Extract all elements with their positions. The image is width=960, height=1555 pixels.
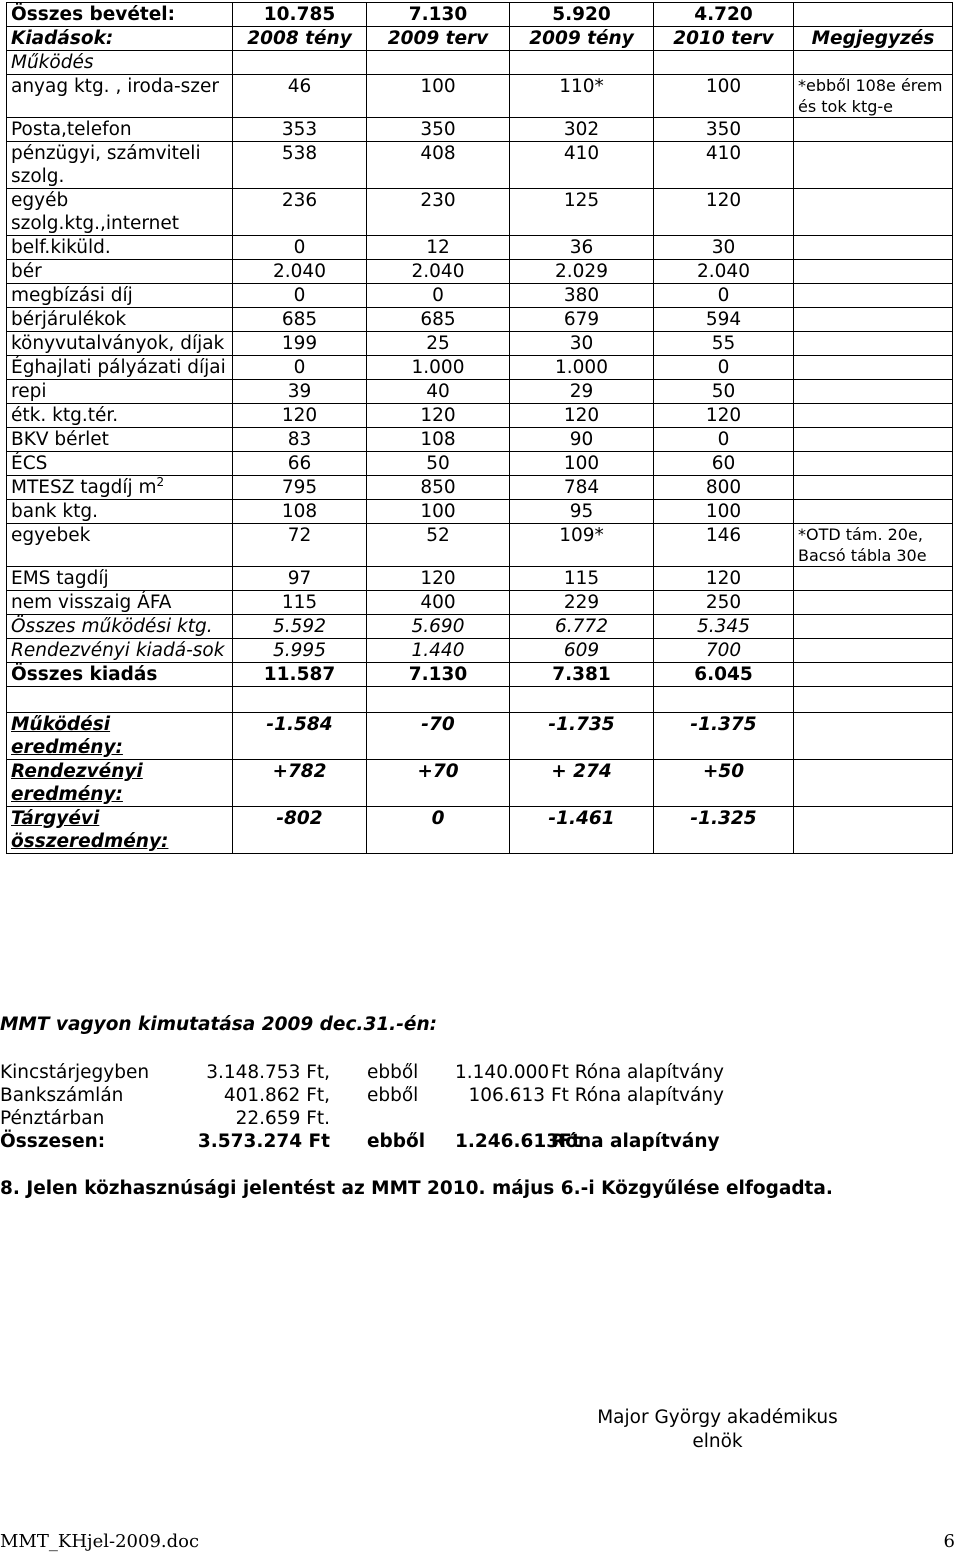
row-note (794, 500, 953, 524)
row-value-v3: 302 (510, 118, 654, 142)
row-value-v1: 83 (233, 428, 367, 452)
result-label: Tárgyévi összeredmény: (7, 807, 233, 854)
table-row (7, 476, 953, 500)
table-row (7, 452, 953, 476)
row-value-v3: 110* (510, 75, 654, 118)
row-note (794, 567, 953, 591)
row-value-v1: 795 (233, 476, 367, 500)
row-note (794, 404, 953, 428)
row-label (7, 567, 233, 591)
row-label-text: belf.kiküld. (11, 237, 111, 258)
grand-total-row-v3: 7.381 (510, 663, 654, 687)
row-value-v4: 0 (654, 428, 794, 452)
row-label (7, 75, 233, 118)
header-2010-plan: 2010 terv (654, 27, 794, 51)
event-total-row-v2: 1.440 (367, 639, 510, 663)
row-note (794, 118, 953, 142)
row-label-text: pénzügyi, számviteli szolg. (11, 143, 201, 187)
row-label-text: anyag ktg. , iroda-szer (11, 76, 219, 97)
row-note (794, 260, 953, 284)
result-note (794, 807, 953, 854)
row-value-v3: 36 (510, 236, 654, 260)
event-total-row-v1: 5.995 (233, 639, 367, 663)
grand-total-row (7, 663, 953, 687)
header-row (7, 27, 953, 51)
row-note: *OTD tám. 20e, Bacsó tábla 30e (794, 524, 953, 567)
row-value-v2: 108 (367, 428, 510, 452)
row-note (794, 284, 953, 308)
row-label (7, 332, 233, 356)
result-value-v4: -1.325 (654, 807, 794, 854)
row-value-v3: 90 (510, 428, 654, 452)
table-row (7, 332, 953, 356)
row-value-v1: 0 (233, 356, 367, 380)
row-label-text: EMS tagdíj (11, 568, 109, 589)
grand-total-row-label: Összes kiadás (7, 663, 233, 687)
header-2008: 2008 tény (233, 27, 367, 51)
row-value-v4: 120 (654, 404, 794, 428)
row-label (7, 308, 233, 332)
table-row (7, 284, 953, 308)
row-value-v4: 0 (654, 356, 794, 380)
row-value-v4: 60 (654, 452, 794, 476)
row-value-v4: 410 (654, 142, 794, 189)
row-value-v1: 2.040 (233, 260, 367, 284)
row-label-text: ÉCS (11, 453, 48, 474)
asset-row (0, 1085, 960, 1109)
header-label: Kiadások: (7, 27, 233, 51)
header-2009-actual: 2009 tény (510, 27, 654, 51)
result-value-v3: -1.461 (510, 807, 654, 854)
asset-foundation: Ft Róna alapítvány (551, 1062, 724, 1083)
result-value-v1: +782 (233, 760, 367, 807)
row-value-v4: 100 (654, 75, 794, 118)
row-value-v1: 353 (233, 118, 367, 142)
asset-amount: 3.148.753 Ft, (206, 1062, 330, 1083)
row-value-v3: 109* (510, 524, 654, 567)
row-value-v2: 12 (367, 236, 510, 260)
row-value-v2: 120 (367, 567, 510, 591)
row-value-v4: 50 (654, 380, 794, 404)
result-row (7, 713, 953, 760)
result-value-v2: 0 (367, 807, 510, 854)
row-label (7, 142, 233, 189)
signer-title: elnök (692, 1431, 743, 1452)
header-2009-plan: 2009 terv (367, 27, 510, 51)
row-note (794, 428, 953, 452)
row-value-v2: 0 (367, 284, 510, 308)
table-row (7, 75, 953, 118)
signer-name: Major György akadémikus (597, 1407, 838, 1428)
row-value-v2: 850 (367, 476, 510, 500)
row-note (794, 476, 953, 500)
footer-filename: MMT_KHjel-2009.doc (0, 1531, 200, 1552)
row-value-v2: 52 (367, 524, 510, 567)
table-row (7, 236, 953, 260)
asset-row (0, 1108, 960, 1132)
row-value-v2: 400 (367, 591, 510, 615)
asset-amount: 22.659 Ft. (235, 1108, 330, 1129)
row-value-v1: 685 (233, 308, 367, 332)
row-value-v1: 538 (233, 142, 367, 189)
row-label-text: megbízási díj (11, 285, 133, 306)
row-value-v3: 125 (510, 189, 654, 236)
row-value-v1: 46 (233, 75, 367, 118)
operating-total-row-note (794, 615, 953, 639)
row-value-v3: 95 (510, 500, 654, 524)
row-value-v1: 108 (233, 500, 367, 524)
row-value-v1: 72 (233, 524, 367, 567)
asset-label: Pénztárban (0, 1108, 105, 1129)
grand-total-row-v4: 6.045 (654, 663, 794, 687)
row-label-text: bank ktg. (11, 501, 98, 522)
row-value-v3: 229 (510, 591, 654, 615)
row-note (794, 380, 953, 404)
row-value-v2: 685 (367, 308, 510, 332)
row-value-v4: 594 (654, 308, 794, 332)
row-note (794, 332, 953, 356)
table-row (7, 591, 953, 615)
row-note (794, 142, 953, 189)
income-2010-plan: 4.720 (654, 3, 794, 27)
asset-sub-amount: 106.613 (468, 1085, 545, 1106)
row-label-text: bér (11, 261, 42, 282)
row-value-v2: 2.040 (367, 260, 510, 284)
row-label-text: nem visszaig ÁFA (11, 592, 172, 613)
table-row (7, 524, 953, 567)
table-row (7, 500, 953, 524)
result-value-v3: -1.735 (510, 713, 654, 760)
row-value-v2: 100 (367, 500, 510, 524)
row-label-text: BKV bérlet (11, 429, 109, 450)
table-row (7, 356, 953, 380)
income-note (794, 3, 953, 27)
row-label-text: Éghajlati pályázati díjai (11, 357, 226, 378)
row-value-v2: 100 (367, 75, 510, 118)
row-label (7, 452, 233, 476)
operating-total-row (7, 615, 953, 639)
row-value-v2: 408 (367, 142, 510, 189)
operating-total-row-v3: 6.772 (510, 615, 654, 639)
row-value-v2: 1.000 (367, 356, 510, 380)
row-value-v3: 2.029 (510, 260, 654, 284)
row-note (794, 356, 953, 380)
table-row (7, 260, 953, 284)
row-label-text: MTESZ tagdíj m (11, 477, 157, 498)
row-value-v2: 120 (367, 404, 510, 428)
event-total-row (7, 639, 953, 663)
section-label: Működés (7, 51, 233, 75)
row-value-v2: 350 (367, 118, 510, 142)
table-row (7, 428, 953, 452)
row-label (7, 284, 233, 308)
table-row (7, 142, 953, 189)
row-value-v1: 39 (233, 380, 367, 404)
asset-sub-amount: 1.246.613Ft (455, 1131, 581, 1152)
row-value-v3: 120 (510, 404, 654, 428)
result-note (794, 713, 953, 760)
row-value-v1: 97 (233, 567, 367, 591)
asset-label: Bankszámlán (0, 1085, 124, 1106)
row-label (7, 380, 233, 404)
row-value-v1: 66 (233, 452, 367, 476)
income-row (7, 3, 953, 27)
table-row (7, 308, 953, 332)
row-label (7, 260, 233, 284)
income-2008: 10.785 (233, 3, 367, 27)
event-total-row-note (794, 639, 953, 663)
row-value-v4: 120 (654, 567, 794, 591)
result-value-v4: -1.375 (654, 713, 794, 760)
row-value-v1: 236 (233, 189, 367, 236)
row-label-text: egyéb szolg.ktg.,internet (11, 190, 180, 234)
row-label (7, 236, 233, 260)
grand-total-row-note (794, 663, 953, 687)
row-label (7, 428, 233, 452)
section-row (7, 51, 953, 75)
event-total-row-label: Rendezvényi kiadá-sok (7, 639, 233, 663)
row-value-v3: 679 (510, 308, 654, 332)
row-value-v1: 0 (233, 284, 367, 308)
asset-label: Összesen: (0, 1131, 106, 1152)
asset-foundation: Róna alapítvány (551, 1131, 720, 1152)
row-value-v4: 146 (654, 524, 794, 567)
event-total-row-v3: 609 (510, 639, 654, 663)
row-label (7, 356, 233, 380)
operating-total-row-v4: 5.345 (654, 615, 794, 639)
row-value-v3: 784 (510, 476, 654, 500)
asset-amount: 3.573.274 Ft (197, 1131, 330, 1152)
row-label-superscript: 2 (156, 475, 165, 489)
row-label (7, 118, 233, 142)
row-value-v3: 410 (510, 142, 654, 189)
signature-block (560, 1406, 875, 1454)
row-value-v1: 115 (233, 591, 367, 615)
result-note (794, 760, 953, 807)
row-note: *ebből 108e érem és tok ktg-e (794, 75, 953, 118)
row-value-v3: 115 (510, 567, 654, 591)
row-value-v1: 199 (233, 332, 367, 356)
row-label-text: Posta,telefon (11, 119, 132, 140)
result-value-v1: -1.584 (233, 713, 367, 760)
result-value-v2: +70 (367, 760, 510, 807)
row-note (794, 452, 953, 476)
grand-total-row-v2: 7.130 (367, 663, 510, 687)
result-label: Rendezvényi eredmény: (7, 760, 233, 807)
row-value-v4: 30 (654, 236, 794, 260)
asset-of-which: ebből (367, 1062, 419, 1083)
result-value-v2: -70 (367, 713, 510, 760)
row-value-v3: 380 (510, 284, 654, 308)
row-value-v4: 250 (654, 591, 794, 615)
asset-foundation: Ft Róna alapítvány (551, 1085, 724, 1106)
income-label: Összes bevétel: (7, 3, 233, 27)
asset-amount: 401.862 Ft, (223, 1085, 330, 1106)
footer-page-number: 6 (943, 1531, 955, 1552)
spacer-row (7, 687, 953, 713)
table-row (7, 189, 953, 236)
row-label (7, 189, 233, 236)
financial-table (6, 2, 953, 854)
table-row (7, 380, 953, 404)
event-total-row-v4: 700 (654, 639, 794, 663)
income-2009-actual: 5.920 (510, 3, 654, 27)
row-label-text: repi (11, 381, 47, 402)
asset-sub-amount: 1.140.000 (455, 1062, 550, 1083)
table-row (7, 118, 953, 142)
row-value-v3: 1.000 (510, 356, 654, 380)
row-label-text: egyebek (11, 525, 91, 546)
row-note (794, 308, 953, 332)
row-value-v4: 0 (654, 284, 794, 308)
result-label: Működési eredmény: (7, 713, 233, 760)
row-value-v1: 0 (233, 236, 367, 260)
row-value-v3: 100 (510, 452, 654, 476)
grand-total-row-v1: 11.587 (233, 663, 367, 687)
operating-total-row-v2: 5.690 (367, 615, 510, 639)
row-value-v2: 25 (367, 332, 510, 356)
row-value-v4: 800 (654, 476, 794, 500)
asset-of-which: ebből (367, 1131, 426, 1152)
row-label (7, 500, 233, 524)
row-value-v4: 100 (654, 500, 794, 524)
operating-total-row-v1: 5.592 (233, 615, 367, 639)
row-value-v2: 230 (367, 189, 510, 236)
row-value-v2: 50 (367, 452, 510, 476)
row-label (7, 591, 233, 615)
table-row (7, 567, 953, 591)
row-label-text: étk. ktg.tér. (11, 405, 119, 426)
row-value-v4: 120 (654, 189, 794, 236)
row-label (7, 476, 233, 500)
row-note (794, 591, 953, 615)
asset-label: Kincstárjegyben (0, 1062, 150, 1083)
asset-total-row (0, 1131, 960, 1155)
row-value-v2: 40 (367, 380, 510, 404)
result-value-v3: + 274 (510, 760, 654, 807)
header-note: Megjegyzés (794, 27, 953, 51)
row-note (794, 189, 953, 236)
row-value-v3: 30 (510, 332, 654, 356)
table-row (7, 404, 953, 428)
row-value-v1: 120 (233, 404, 367, 428)
result-row (7, 760, 953, 807)
result-row (7, 807, 953, 854)
row-value-v4: 2.040 (654, 260, 794, 284)
result-value-v1: -802 (233, 807, 367, 854)
row-label-text: bérjárulékok (11, 309, 127, 330)
assets-title: MMT vagyon kimutatása 2009 dec.31.-én: (0, 1014, 438, 1035)
row-label (7, 404, 233, 428)
row-value-v4: 350 (654, 118, 794, 142)
row-value-v3: 29 (510, 380, 654, 404)
operating-total-row-label: Összes működési ktg. (7, 615, 233, 639)
asset-row (0, 1062, 960, 1086)
income-2009-plan: 7.130 (367, 3, 510, 27)
row-label (7, 524, 233, 567)
row-note (794, 236, 953, 260)
result-value-v4: +50 (654, 760, 794, 807)
row-label-text: könyvutalványok, díjak (11, 333, 225, 354)
row-value-v4: 55 (654, 332, 794, 356)
statement: 8. Jelen közhasznúsági jelentést az MMT 2010. május 6.-i Közgyűlése elfogadta. (0, 1178, 833, 1199)
asset-of-which: ebből (367, 1085, 419, 1106)
